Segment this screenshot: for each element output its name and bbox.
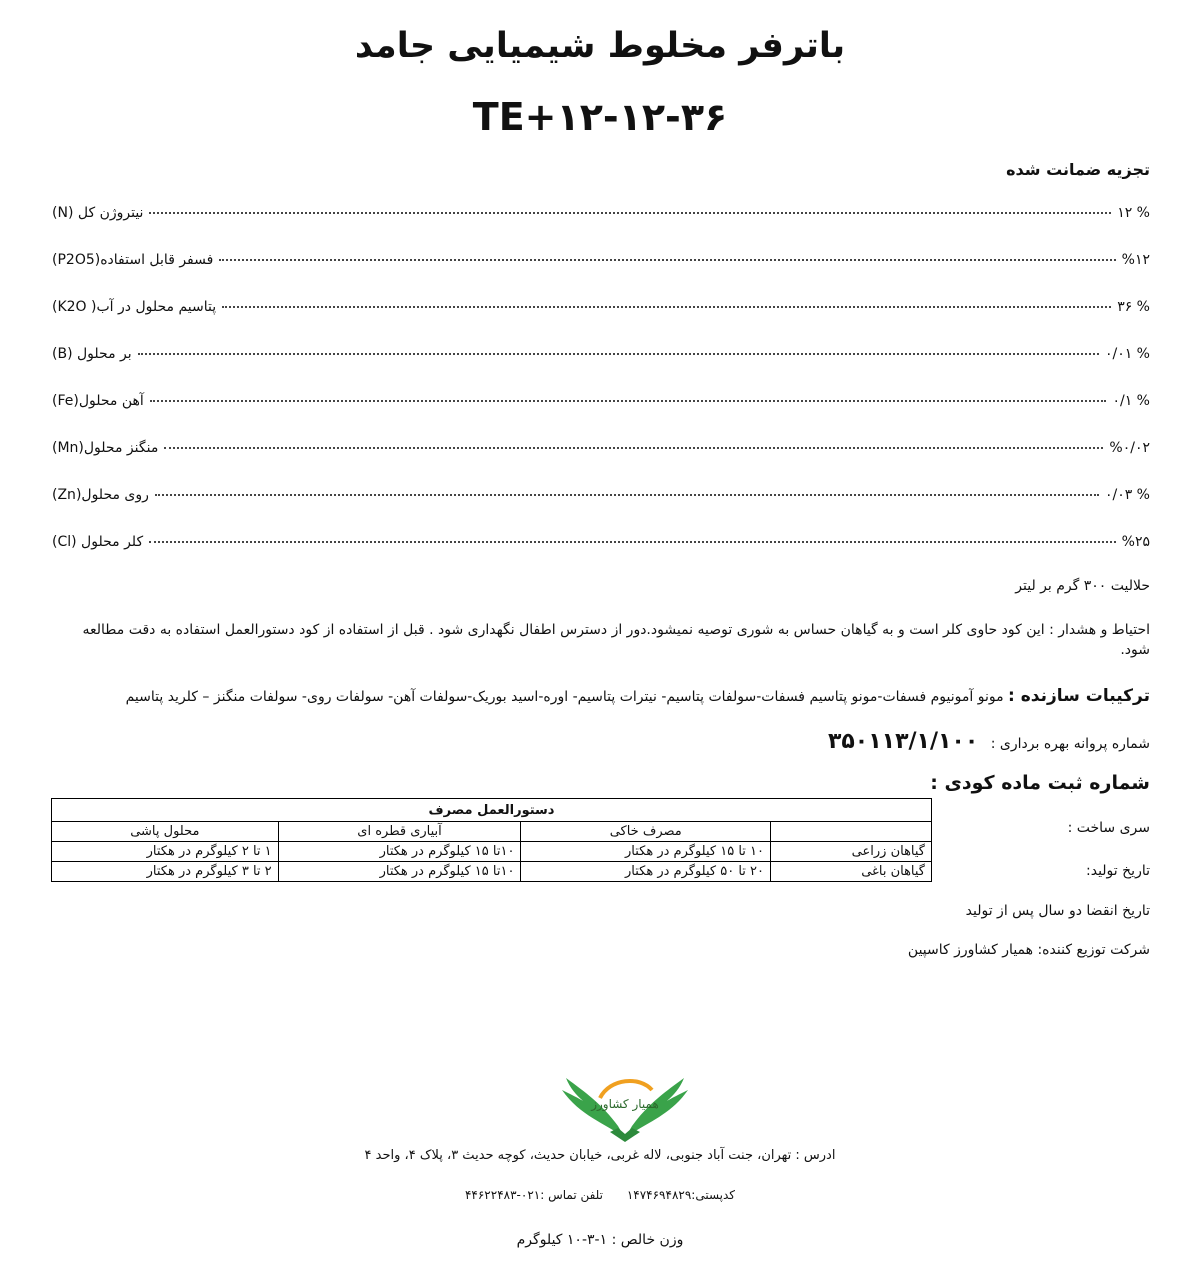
analysis-label: پتاسیم محلول در آب( K2O): [52, 299, 217, 315]
analysis-label: منگنز محلول(Mn): [52, 440, 159, 456]
table-cell: ۱۰ تا ۱۵ کیلوگرم در هکتار: [521, 842, 771, 862]
row-header: گیاهان باغی: [771, 862, 932, 882]
table-header-row: [52, 822, 932, 842]
analysis-row-zinc: [52, 487, 1150, 534]
address-text: ادرس : تهران، جنت آباد جنوبی، لاله غربی، خیابان حدیث، کوچه حدیث ۳، پلاک ۴، واحد ۴: [364, 1148, 836, 1163]
column-header-drip: آبیاری قطره ای: [278, 822, 521, 842]
dot-leader: [222, 306, 1111, 308]
product-title: باترفر مخلوط شیمیایی جامد: [354, 26, 846, 66]
table-row: [52, 862, 932, 882]
analysis-row-chlorine: [52, 534, 1150, 581]
table-cell: ۱۰تا ۱۵ کیلوگرم در هکتار: [278, 842, 521, 862]
dot-leader: [149, 541, 1116, 543]
postal-code: کدپستی:۱۴۷۴۶۹۴۸۲۹: [626, 1188, 736, 1202]
analysis-value: %۰/۰۲: [1109, 440, 1150, 456]
solubility-text: حلالیت ۳۰۰ گرم بر لیتر: [1015, 578, 1150, 594]
expiry-text: تاریخ انقضا دو سال پس از تولید: [965, 903, 1150, 919]
svg-text:همیار کشاورز: همیار کشاورز: [591, 1097, 659, 1111]
column-header-soil: مصرف خاکی: [521, 822, 771, 842]
registration-label: شماره ثبت ماده کودی :: [930, 772, 1150, 794]
analysis-label: نیتروژن کل (N): [52, 205, 144, 221]
table-cell: ۲ تا ۳ کیلوگرم در هکتار: [52, 862, 279, 882]
analysis-value: % ۰/۱: [1112, 393, 1150, 409]
series-label: سری ساخت :: [1067, 820, 1150, 836]
table-row: [52, 842, 932, 862]
table-cell: ۱۰تا ۱۵ کیلوگرم در هکتار: [278, 862, 521, 882]
contact-line: [0, 1188, 1200, 1202]
dot-leader: [219, 259, 1115, 261]
ingredients: [52, 686, 1150, 707]
analysis-label: کلر محلول (Cl): [52, 534, 144, 550]
product-formula: ۱۲-۱۲-۳۶+TE: [472, 95, 728, 139]
table-caption-row: [52, 799, 932, 822]
table-cell: ۱ تا ۲ کیلوگرم در هکتار: [52, 842, 279, 862]
analysis-value: % ۱۲: [1117, 205, 1150, 221]
dot-leader: [155, 494, 1099, 496]
analysis-label: آهن محلول(Fe): [52, 393, 144, 409]
analysis-row-iron: [52, 393, 1150, 440]
analysis-label: روی محلول(Zn): [52, 487, 149, 503]
dot-leader: [149, 212, 1111, 214]
column-header-empty: [771, 822, 932, 842]
company-logo-icon: [560, 1068, 690, 1154]
license-number: ۳۵۰۱۱۳/۱/۱۰۰: [827, 729, 979, 754]
ingredients-heading: ترکیبات سازنده :: [1008, 686, 1150, 706]
caution-text: احتیاط و هشدار : این کود حاوی کلر است و به گیاهان حساس به شوری توصیه نمیشود.دور از دسترس اطفال نگهداری شود . قبل از استفاده از کود دستورالعمل استفاده به دقت مطالعه شود.: [82, 622, 1150, 658]
net-weight: وزن خالص : ۱-۳-۱۰ کیلوگرم: [516, 1232, 684, 1248]
analysis-row-boron: [52, 346, 1150, 393]
production-date-label: تاریخ تولید:: [1086, 863, 1150, 879]
analysis-label: بر محلول (B): [52, 346, 132, 362]
analysis-list: [52, 205, 1150, 581]
analysis-value: % ۳۶: [1117, 299, 1150, 315]
dot-leader: [138, 353, 1099, 355]
table-caption: دستورالعمل مصرف: [52, 799, 932, 822]
analysis-value: % ۰/۰۳: [1104, 487, 1150, 503]
distributor-text: شرکت توزیع کننده: همیار کشاورز کاسپین: [907, 942, 1150, 958]
table-cell: ۲۰ تا ۵۰ کیلوگرم در هکتار: [521, 862, 771, 882]
license: [52, 729, 1150, 754]
analysis-label: فسفر قابل استفاده(P2O5): [52, 252, 214, 268]
analysis-value: %۲۵: [1121, 534, 1150, 550]
analysis-value: % ۰/۰۱: [1104, 346, 1150, 362]
column-header-foliar: محلول پاشی: [52, 822, 279, 842]
analysis-value: %۱۲: [1121, 252, 1150, 268]
analysis-row-potassium: [52, 299, 1150, 346]
ingredients-text: مونو آمونیوم فسفات-مونو پتاسیم فسفات-سولفات پتاسیم- نیترات پتاسیم- اوره-اسید بوریک-سولفات آهن- سولفات روی- سولفات منگنز – کلرید پتاسیم: [125, 689, 1004, 705]
row-header: گیاهان زراعی: [771, 842, 932, 862]
analysis-row-manganese: [52, 440, 1150, 487]
analysis-heading: تجزیه ضمانت شده: [1006, 160, 1150, 179]
analysis-row-nitrogen: [52, 205, 1150, 252]
usage-table: [51, 798, 932, 882]
dot-leader: [150, 400, 1107, 402]
license-label: شماره پروانه بهره برداری :: [990, 736, 1150, 752]
analysis-row-phosphorus: [52, 252, 1150, 299]
dot-leader: [164, 447, 1103, 449]
phone-number: تلفن تماس :۰۲۱-۴۴۶۲۲۴۸۳: [464, 1188, 603, 1202]
